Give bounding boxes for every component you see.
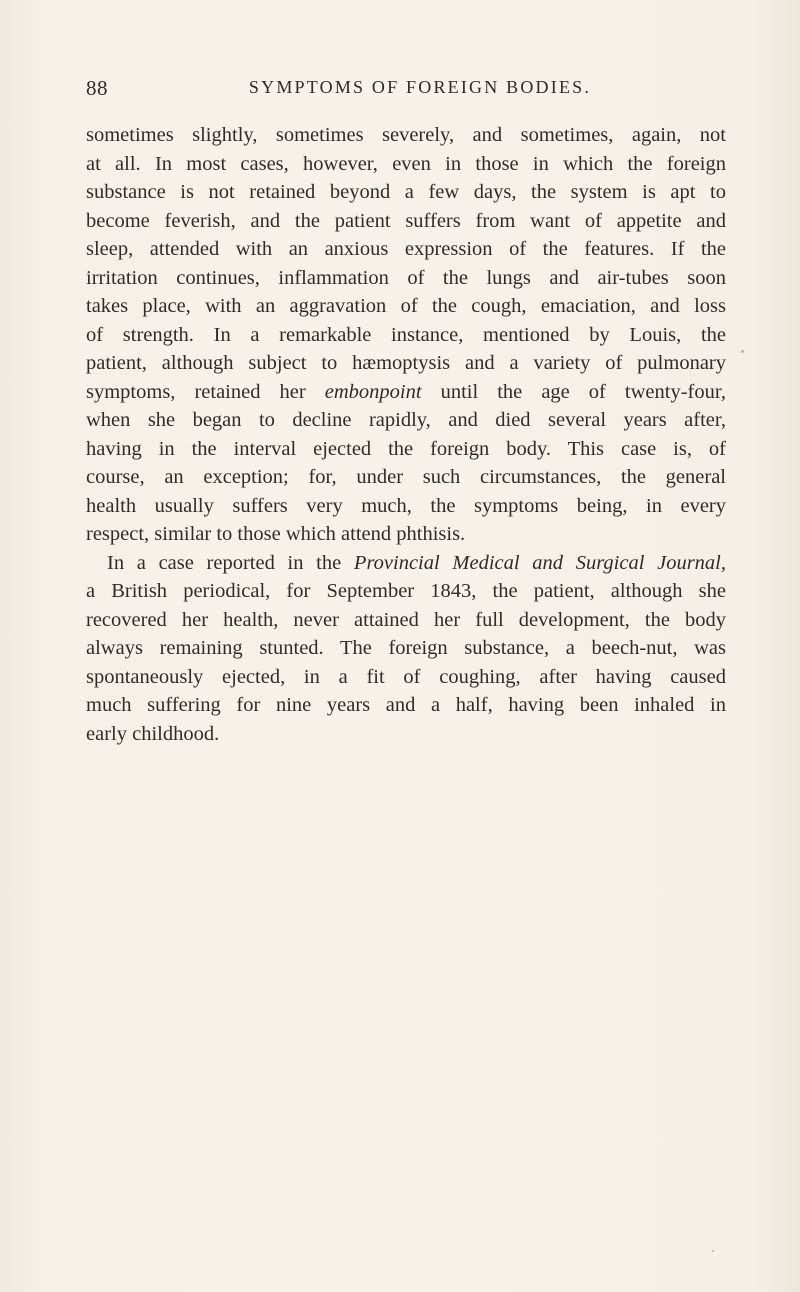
text-line: substance is not retained beyond a few days, the system is apt to — [86, 181, 726, 203]
text-line: having in the interval ejected the foreign body. This case is, of — [86, 437, 726, 460]
paper-speck — [712, 1250, 714, 1252]
page-number: 88 — [86, 76, 108, 100]
text-fragment: In a case reported in the — [107, 551, 354, 574]
text-line: health usually suffers very much, the symptoms being, in every — [86, 494, 726, 517]
text-line: recovered her health, never attained her full development, the body — [86, 608, 726, 631]
text-line: early childhood. — [86, 722, 220, 745]
paragraph-2 — [86, 549, 726, 749]
text-line: respect, similar to those which attend phthisis. — [86, 523, 466, 545]
text-line: at all. In most cases, however, even in those in which the foreign — [86, 152, 726, 175]
text-fragment: symptoms, retained her — [86, 380, 325, 403]
text-fragment: until the age of twenty-four, — [421, 380, 727, 403]
italic-term: embonpoint — [324, 380, 422, 403]
body-text — [86, 121, 726, 748]
paragraph-1 — [86, 121, 726, 549]
journal-title: Provincial Medical and Surgical Journal, — [353, 551, 726, 574]
text-line: become feverish, and the patient suffers from want of appetite and — [86, 209, 726, 232]
text-line: of strength. In a remarkable instance, mentioned by Louis, the — [86, 323, 726, 346]
text-line: sleep, attended with an anxious expression of the features. If the — [86, 238, 726, 260]
text-line: irritation continues, inflammation of the lungs and air-tubes soon — [86, 266, 726, 289]
text-line: spontaneously ejected, in a fit of coughing, after having caused — [86, 665, 726, 688]
text-line: takes place, with an aggravation of the cough, emaciation, and loss — [86, 295, 726, 317]
text-line: when she began to decline rapidly, and died several years after, — [86, 409, 726, 431]
paper-speck — [741, 350, 744, 353]
running-head: SYMPTOMS OF FOREIGN BODIES. — [248, 77, 592, 97]
text-line: patient, although subject to hæmoptysis and a variety of pulmonary — [86, 352, 726, 374]
page-header — [86, 76, 724, 106]
text-line: always remaining stunted. The foreign substance, a beech-nut, was — [86, 637, 726, 659]
text-line: course, an exception; for, under such circumstances, the general — [86, 466, 726, 488]
text-line: a British periodical, for September 1843, the patient, although she — [86, 580, 726, 602]
text-line: much suffering for nine years and a half, having been inhaled in — [86, 694, 726, 716]
text-line: sometimes slightly, sometimes severely, and sometimes, again, not — [86, 124, 726, 146]
text-line-with-italic — [86, 378, 726, 407]
text-line-with-italic — [86, 549, 726, 578]
